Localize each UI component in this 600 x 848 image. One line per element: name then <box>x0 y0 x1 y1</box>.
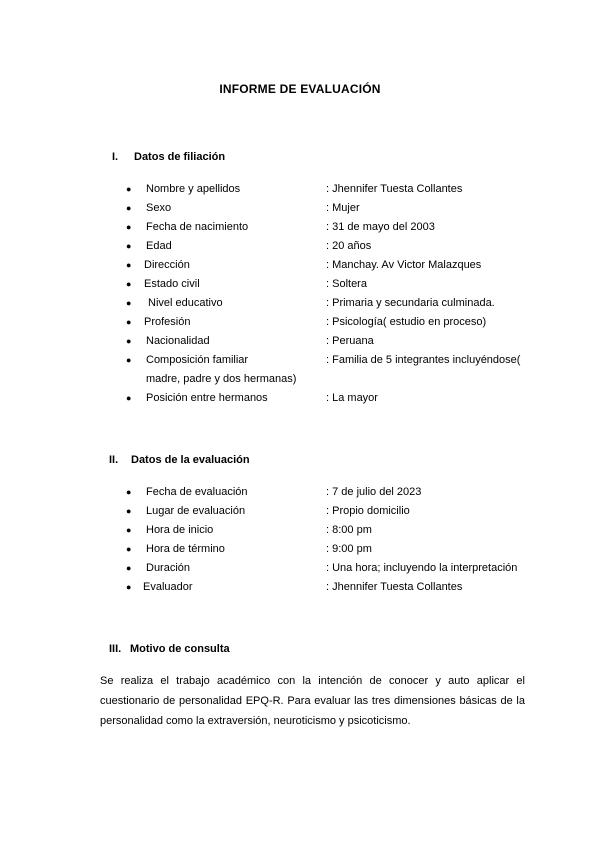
bullet-icon: ● <box>126 203 132 213</box>
list-item <box>0 257 600 273</box>
bullet-icon: ● <box>126 563 132 573</box>
field-value: : Peruana <box>326 335 374 347</box>
field-value: : 31 de mayo del 2003 <box>326 221 435 233</box>
list-item <box>0 352 600 368</box>
field-label: Hora de inicio <box>146 524 214 536</box>
bullet-icon: ● <box>126 317 132 327</box>
section-number: III. <box>109 643 122 655</box>
section-heading-evaluacion <box>109 454 250 466</box>
list-item <box>0 314 600 330</box>
list-item <box>0 238 600 254</box>
list-item <box>0 522 600 538</box>
section-heading-motivo <box>109 643 230 655</box>
field-label: Profesión <box>144 316 191 328</box>
list-item <box>0 579 600 595</box>
field-label: Dirección <box>144 259 190 271</box>
field-value: : Mujer <box>326 202 360 214</box>
field-label: Hora de término <box>146 543 225 555</box>
list-item <box>0 541 600 557</box>
field-label: Estado civil <box>144 278 200 290</box>
section-title: Datos de la evaluación <box>131 454 250 466</box>
bullet-icon: ● <box>126 260 132 270</box>
field-value: : Jhennifer Tuesta Collantes <box>326 183 463 195</box>
list-item <box>0 295 600 311</box>
section-heading-filiacion <box>112 151 225 163</box>
list-item <box>0 219 600 235</box>
list-item <box>0 200 600 216</box>
bullet-icon: ● <box>126 393 132 403</box>
list-item <box>0 484 600 500</box>
field-value: : 9:00 pm <box>326 543 372 555</box>
field-value: : Soltera <box>326 278 367 290</box>
field-label: Edad <box>146 240 172 252</box>
field-value: : Jhennifer Tuesta Collantes <box>326 581 463 593</box>
bullet-icon: ● <box>126 506 132 516</box>
bullet-icon: ● <box>126 336 132 346</box>
field-label: Nacionalidad <box>146 335 210 347</box>
bullet-icon: ● <box>126 487 132 497</box>
field-value: : 8:00 pm <box>326 524 372 536</box>
bullet-icon: ● <box>126 525 132 535</box>
report-title: INFORME DE EVALUACIÓN <box>219 82 381 96</box>
field-label: Fecha de evaluación <box>146 486 248 498</box>
field-label: Nivel educativo <box>148 297 223 309</box>
section-title: Motivo de consulta <box>130 643 230 655</box>
bullet-icon: ● <box>126 241 132 251</box>
bullet-icon: ● <box>126 544 132 554</box>
list-item <box>0 276 600 292</box>
field-value: : Psicología( estudio en proceso) <box>326 316 487 328</box>
section-number: II. <box>109 454 119 466</box>
bullet-icon: ● <box>126 184 132 194</box>
field-value: : La mayor <box>326 392 378 404</box>
bullet-icon: ● <box>126 222 132 232</box>
field-label: Lugar de evaluación <box>146 505 246 517</box>
bullet-icon: ● <box>126 298 132 308</box>
field-label-continuation: madre, padre y dos hermanas) <box>146 373 297 385</box>
bullet-icon: ● <box>126 279 132 289</box>
field-value: : Familia de 5 integrantes incluyéndose( <box>326 354 521 366</box>
consultation-paragraph: Se realiza el trabajo académico con la intención de conocer y auto aplicar el cuestionario de personalidad EPQ-R. Para evaluar las tres dimensiones básicas de la personalidad como la extraversión, neuroticismo y psicoticismo. <box>100 675 525 727</box>
field-value: : Propio domicilio <box>326 505 410 517</box>
field-value: : Manchay. Av Victor Malazques <box>326 259 482 271</box>
section-number: I. <box>112 151 119 163</box>
field-label: Duración <box>146 562 191 574</box>
field-label: Composición familiar <box>146 354 249 366</box>
field-value: : Primaria y secundaria culminada. <box>326 297 495 309</box>
list-item <box>0 390 600 406</box>
field-label: Evaluador <box>143 581 193 593</box>
list-item <box>0 560 600 576</box>
list-item <box>0 333 600 349</box>
field-value: : Una hora; incluyendo la interpretación <box>326 562 518 574</box>
bullet-icon: ● <box>126 355 132 365</box>
field-label: Posición entre hermanos <box>146 392 268 404</box>
list-item <box>0 181 600 197</box>
field-value: : 7 de julio del 2023 <box>326 486 422 498</box>
field-label: Fecha de nacimiento <box>146 221 249 233</box>
section-title: Datos de filiación <box>134 151 226 163</box>
list-item <box>0 503 600 519</box>
bullet-icon: ● <box>126 582 132 592</box>
field-label: Sexo <box>146 202 172 214</box>
field-label: Nombre y apellidos <box>146 183 241 195</box>
field-value: : 20 años <box>326 240 372 252</box>
